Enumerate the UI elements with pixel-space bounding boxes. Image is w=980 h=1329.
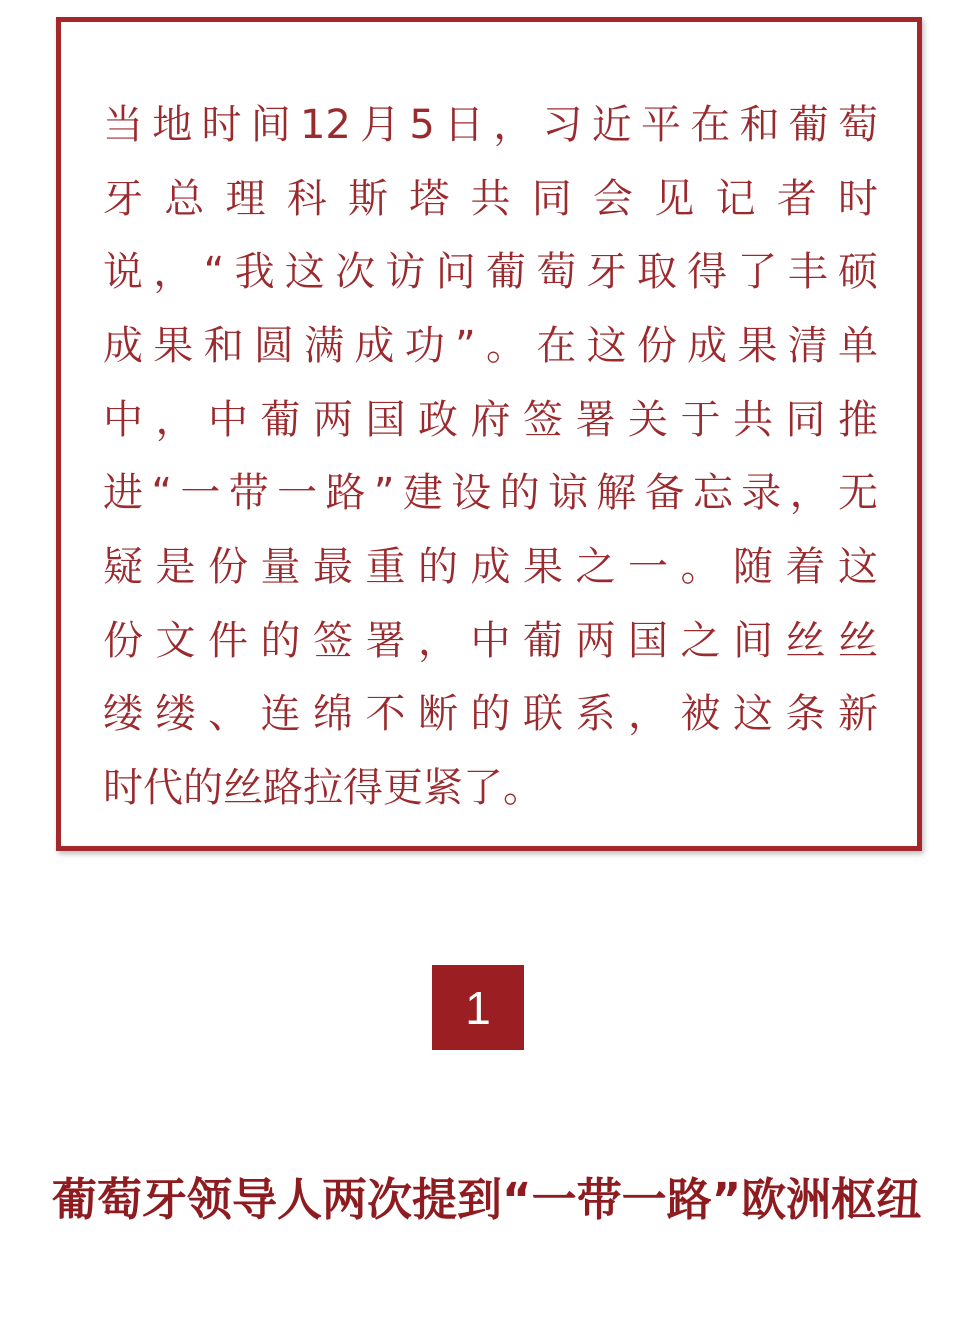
section-number-badge: 1 bbox=[432, 965, 524, 1050]
quote-line: 缕缕、连绵不断的联系，被这条新 bbox=[103, 691, 878, 737]
section-heading: 葡萄牙领导人两次提到“一带一路”欧洲枢纽 bbox=[52, 1173, 922, 1226]
quote-line: 份文件的签署，中葡两国之间丝丝 bbox=[103, 618, 878, 664]
quote-line: 进“一带一路”建设的谅解备忘录，无 bbox=[103, 470, 878, 516]
quote-line: 当地时间12月5日，习近平在和葡萄 bbox=[103, 102, 878, 148]
quote-line: 疑是份量最重的成果之一。随着这 bbox=[103, 544, 878, 590]
quote-box bbox=[56, 17, 922, 851]
quote-line: 成果和圆满成功”。在这份成果清单 bbox=[103, 323, 878, 369]
quote-line: 中，中葡两国政府签署关于共同推 bbox=[103, 397, 878, 443]
quote-line: 时代的丝路拉得更紧了。 bbox=[103, 765, 543, 811]
quote-line: 牙总理科斯塔共同会见记者时 bbox=[103, 176, 878, 222]
quote-line: 说，“我这次访问葡萄牙取得了丰硕 bbox=[103, 249, 878, 295]
